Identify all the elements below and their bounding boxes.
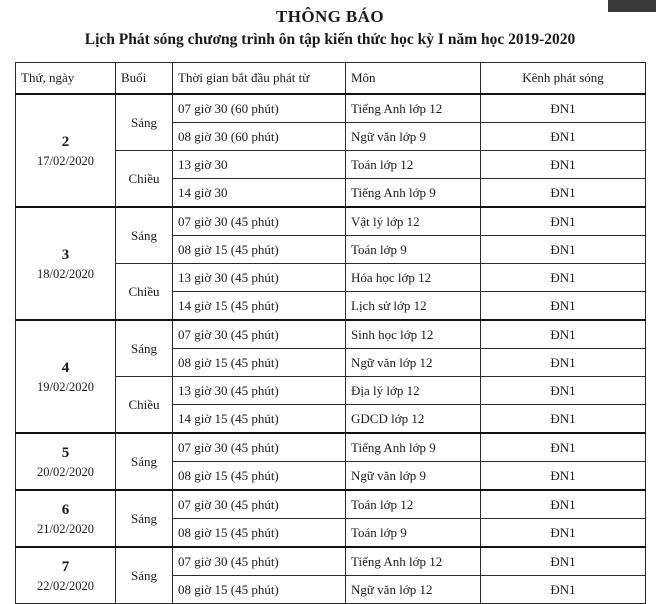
broadcast-time: 07 giờ 30 (45 phút) [173,433,346,462]
day-date: 20/02/2020 [37,464,94,479]
session-cell: Chiều [116,151,173,208]
day-date: 22/02/2020 [37,578,94,593]
day-cell [16,207,116,320]
broadcast-channel: ĐN1 [481,490,646,519]
column-header-day: Thứ, ngày [16,63,116,95]
table-row [16,490,646,519]
session-cell: Sáng [116,490,173,547]
subject-name: Ngữ văn lớp 12 [346,349,481,377]
subject-name: Tiếng Anh lớp 9 [346,179,481,208]
session-cell: Chiều [116,264,173,321]
day-cell [16,490,116,547]
day-number: 6 [61,502,70,519]
subject-name: Ngữ văn lớp 12 [346,576,481,604]
day-number: 4 [61,360,70,377]
broadcast-channel: ĐN1 [481,349,646,377]
session-cell: Sáng [116,547,173,604]
day-number: 5 [61,445,70,462]
broadcast-channel: ĐN1 [481,236,646,264]
table-row [16,547,646,576]
day-number: 2 [61,134,70,151]
broadcast-channel: ĐN1 [481,576,646,604]
subject-name: Địa lý lớp 12 [346,377,481,405]
broadcast-channel: ĐN1 [481,151,646,179]
subject-name: Lịch sử lớp 12 [346,292,481,321]
broadcast-time: 08 giờ 15 (45 phút) [173,349,346,377]
subject-name: Ngữ văn lớp 9 [346,123,481,151]
broadcast-channel: ĐN1 [481,377,646,405]
broadcast-channel: ĐN1 [481,94,646,123]
broadcast-channel: ĐN1 [481,207,646,236]
schedule-table [15,62,646,604]
broadcast-time: 14 giờ 15 (45 phút) [173,405,346,434]
broadcast-time: 07 giờ 30 (45 phút) [173,320,346,349]
document-header [0,0,660,50]
subject-name: Toán lớp 12 [346,490,481,519]
table-row [16,320,646,349]
broadcast-time: 07 giờ 30 (45 phút) [173,547,346,576]
broadcast-time: 08 giờ 15 (45 phút) [173,462,346,491]
day-date: 19/02/2020 [37,379,94,394]
broadcast-channel: ĐN1 [481,519,646,548]
session-cell: Sáng [116,433,173,490]
broadcast-time: 07 giờ 30 (60 phút) [173,94,346,123]
broadcast-time: 07 giờ 30 (45 phút) [173,207,346,236]
subject-name: Toán lớp 12 [346,151,481,179]
broadcast-channel: ĐN1 [481,462,646,491]
broadcast-channel: ĐN1 [481,179,646,208]
day-date: 21/02/2020 [37,521,94,536]
scan-artifact [608,0,656,12]
broadcast-time: 13 giờ 30 (45 phút) [173,264,346,292]
session-cell: Sáng [116,320,173,377]
day-cell [16,433,116,490]
day-date: 17/02/2020 [37,153,94,168]
table-row [16,207,646,236]
table-row [16,94,646,123]
table-body [16,94,646,604]
broadcast-channel: ĐN1 [481,320,646,349]
column-header-time: Thời gian bắt đầu phát từ [173,63,346,95]
broadcast-time: 08 giờ 15 (45 phút) [173,519,346,548]
broadcast-time: 08 giờ 15 (45 phút) [173,236,346,264]
header-row [16,63,646,95]
subject-name: Sinh học lớp 12 [346,320,481,349]
broadcast-time: 14 giờ 15 (45 phút) [173,292,346,321]
subject-name: Hóa học lớp 12 [346,264,481,292]
broadcast-time: 08 giờ 15 (45 phút) [173,576,346,604]
day-cell [16,320,116,433]
session-cell: Chiều [116,377,173,434]
subject-name: Tiếng Anh lớp 9 [346,433,481,462]
document-subtitle: Lịch Phát sóng chương trình ôn tập kiến thức học kỳ I năm học 2019-2020 [84,31,576,49]
broadcast-time: 13 giờ 30 (45 phút) [173,377,346,405]
broadcast-channel: ĐN1 [481,433,646,462]
column-header-session: Buổi [116,63,173,95]
day-cell [16,547,116,604]
column-header-channel: Kênh phát sóng [481,63,646,95]
day-cell [16,94,116,207]
broadcast-time: 14 giờ 30 [173,179,346,208]
subject-name: Tiếng Anh lớp 12 [346,547,481,576]
broadcast-channel: ĐN1 [481,405,646,434]
session-cell: Sáng [116,94,173,151]
subject-name: Toán lớp 9 [346,519,481,548]
broadcast-channel: ĐN1 [481,547,646,576]
broadcast-time: 08 giờ 30 (60 phút) [173,123,346,151]
day-date: 18/02/2020 [37,266,94,281]
broadcast-channel: ĐN1 [481,292,646,321]
broadcast-time: 07 giờ 30 (45 phút) [173,490,346,519]
broadcast-channel: ĐN1 [481,123,646,151]
table-header [16,63,646,95]
broadcast-channel: ĐN1 [481,264,646,292]
column-header-subject: Môn [346,63,481,95]
subject-name: Ngữ văn lớp 9 [346,462,481,491]
subject-name: GDCD lớp 12 [346,405,481,434]
document-title: THÔNG BÁO [276,7,384,26]
session-cell: Sáng [116,207,173,264]
subject-name: Vật lý lớp 12 [346,207,481,236]
day-number: 7 [61,559,70,576]
day-number: 3 [61,247,70,264]
broadcast-time: 13 giờ 30 [173,151,346,179]
subject-name: Toán lớp 9 [346,236,481,264]
schedule-table-container [15,62,645,604]
subject-name: Tiếng Anh lớp 12 [346,94,481,123]
table-row [16,433,646,462]
